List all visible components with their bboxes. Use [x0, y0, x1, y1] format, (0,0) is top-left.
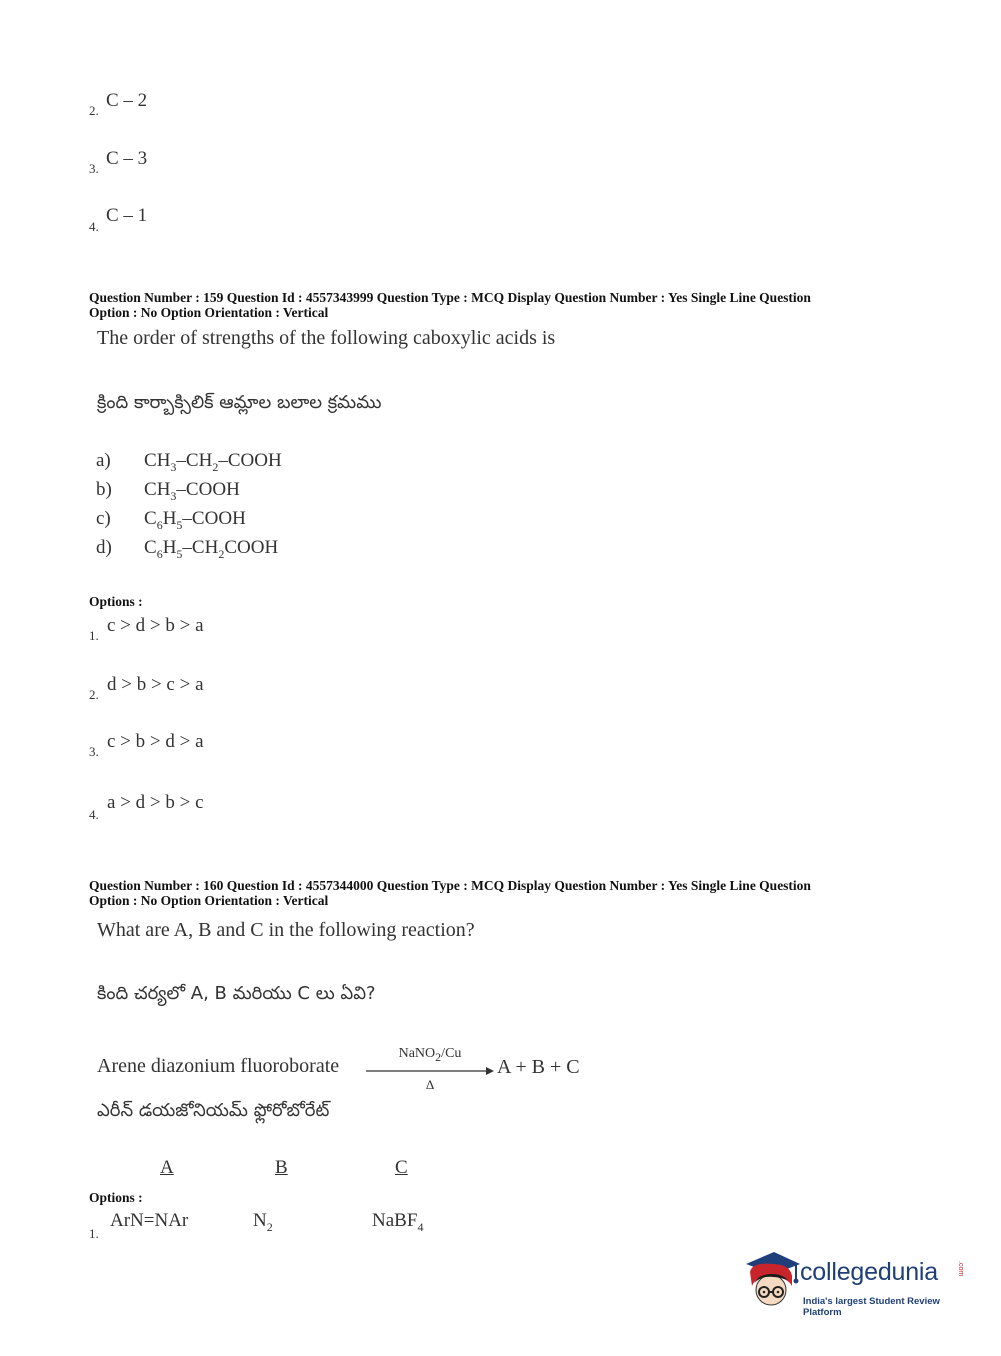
options-label: Options : — [89, 1190, 143, 1205]
question-159-meta — [89, 290, 909, 320]
column-header-b: B — [275, 1157, 288, 1178]
acid-formula: $CH_3$–COOH — [144, 479, 240, 503]
option-value-c: NaBF$_4$ — [372, 1210, 424, 1234]
reaction-reactant: Arene diazonium fluoroborate — [97, 1055, 340, 1077]
option-number: 1. — [89, 1226, 99, 1241]
meta-line-2: Option : No Option Orientation : Vertical — [89, 893, 329, 908]
logo-tagline: India's largest Student Review Platform — [803, 1296, 940, 1318]
reaction-reactant-te: ఎరీన్ డయజోనియమ్ ఫ్లోరోబోరేట్ — [97, 1100, 330, 1121]
logo-suffix: .com — [957, 1261, 964, 1277]
acid-row-d — [96, 537, 278, 562]
reaction-products: A + B + C — [497, 1056, 580, 1078]
acid-row-c — [96, 508, 246, 533]
question-160-meta — [89, 878, 909, 908]
arrow-right-icon — [366, 1065, 494, 1077]
reaction-reagent-top: NaNO$_2$/Cu — [398, 1046, 462, 1064]
option-text: d > b > c > a — [107, 674, 204, 695]
acid-letter: c) — [96, 508, 111, 529]
acid-letter: b) — [96, 479, 112, 500]
option-number: 4. — [89, 807, 99, 822]
prev-option-number: 3. — [89, 161, 99, 176]
reaction-reagent-bottom: Δ — [425, 1076, 435, 1092]
option-text: a > d > b > c — [107, 792, 204, 813]
question-159-text-en: The order of strengths of the following caboxylic acids is — [97, 327, 556, 349]
acid-formula: $CH_3-CH_2$–COOH — [144, 450, 282, 474]
column-header-c: C — [395, 1157, 408, 1178]
meta-line-1: Question Number : 160 Question Id : 4557344000 Question Type : MCQ Display Question Number : Yes Single Line Question — [89, 878, 811, 893]
student-mascot-icon — [742, 1250, 802, 1312]
column-header-a: A — [160, 1157, 174, 1178]
reaction-arrow — [366, 1046, 494, 1093]
options-label: Options : — [89, 594, 143, 609]
question-160-text-en: What are A, B and C in the following reaction? — [97, 919, 475, 941]
acid-row-a — [96, 450, 282, 475]
acid-formula: $C_6H_5-CH_2COOH$ — [144, 537, 279, 561]
prev-option-number: 4. — [89, 219, 99, 234]
option-number: 2. — [89, 687, 99, 702]
prev-option-text: C – 1 — [106, 205, 148, 226]
option-value-b: $N_2$ — [253, 1210, 273, 1234]
acid-row-b — [96, 479, 240, 504]
option-number: 1. — [89, 628, 99, 643]
question-160-text-te: కింది చర్యలో A, B మరియు C లు ఏవి? — [97, 983, 376, 1004]
meta-line-1: Question Number : 159 Question Id : 4557343999 Question Type : MCQ Display Question Number : Yes Single Line Question — [89, 290, 811, 305]
prev-option-number: 2. — [89, 103, 99, 118]
prev-option-text: C – 3 — [106, 148, 148, 169]
question-159-text-te: క్రింది కార్బాక్సిలిక్ ఆమ్లాల బలాల క్రమము — [97, 392, 382, 413]
option-text: c > b > d > a — [107, 731, 204, 752]
prev-option-text: C – 2 — [106, 90, 148, 111]
logo-name: collegedunia — [800, 1258, 938, 1286]
option-number: 3. — [89, 744, 99, 759]
option-text: c > d > b > a — [107, 615, 204, 636]
collegedunia-logo[interactable] — [742, 1250, 972, 1320]
meta-line-2: Option : No Option Orientation : Vertical — [89, 305, 329, 320]
acid-letter: d) — [96, 537, 112, 558]
acid-letter: a) — [96, 450, 111, 471]
option-value-a: ArN=NAr — [110, 1210, 189, 1231]
acid-formula: $C_6H_5$–COOH — [144, 508, 246, 532]
